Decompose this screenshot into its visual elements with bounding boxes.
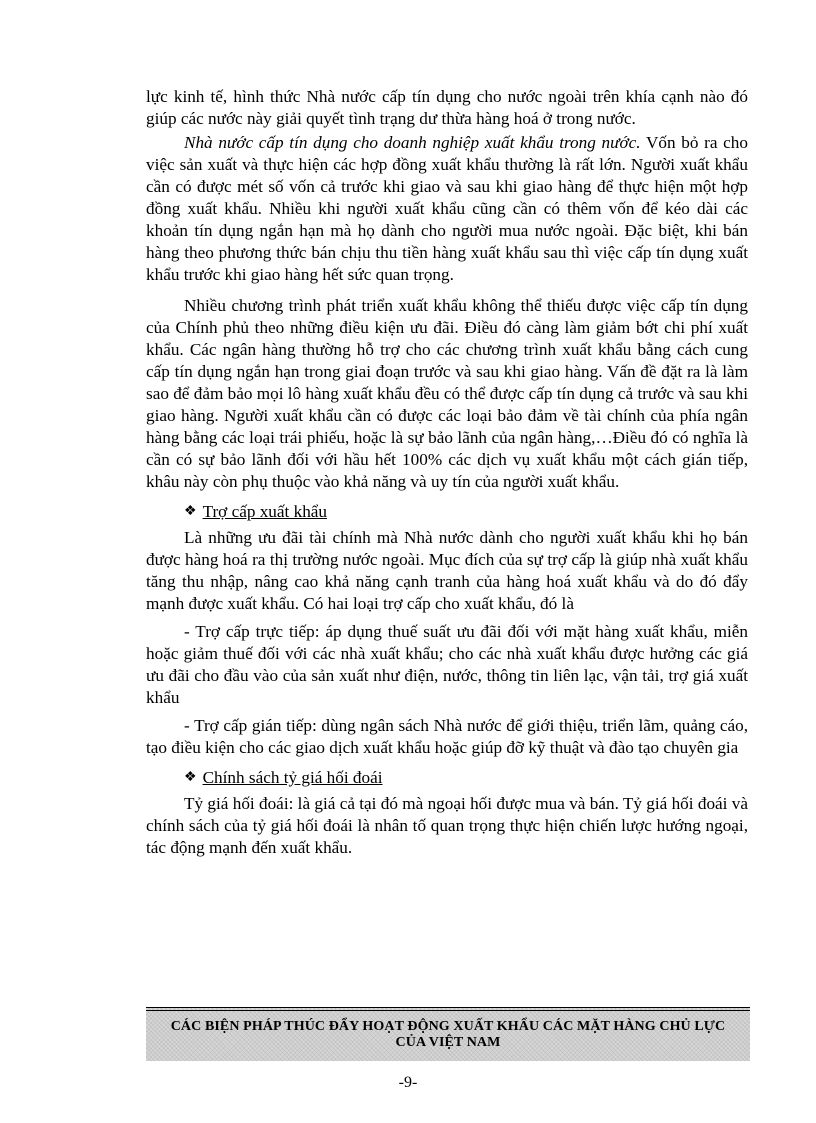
paragraph-state-credit bbox=[146, 132, 748, 286]
paragraph-direct-subsidy: - Trợ cấp trực tiếp: áp dụng thuế suất ưu đãi đối với mặt hàng xuất khẩu, miễn hoặc giảm thuế đối với các nhà xuất khẩu; cho các nhà xuất khẩu được hưởng các giá ưu đãi cho đầu vào của sản xuất như điện, nước, thông tin liên lạc, vận tải, trợ giá xuất khẩu bbox=[146, 622, 748, 707]
paragraph-lead-italic: Nhà nước cấp tín dụng cho doanh nghiệp xuất khẩu trong nước. bbox=[184, 133, 641, 152]
footer-title-line-2: CỦA VIỆT NAM bbox=[395, 1035, 501, 1050]
paragraph-indirect-subsidy: - Trợ cấp gián tiếp: dùng ngân sách Nhà nước để giới thiệu, triển lãm, quảng cáo, tạo điều kiện cho các giao dịch xuất khẩu hoặc giúp đỡ kỹ thuật và đào tạo chuyên gia bbox=[146, 716, 748, 757]
section-heading-text: Chính sách tỷ giá hối đoái bbox=[202, 768, 383, 787]
paragraph-state-credit-text: Vốn bỏ ra cho việc sản xuất và thực hiện các hợp đồng xuất khẩu thường là rất lớn. Người xuất khẩu cần có được mét số vốn cả trước khi giao và sau khi giao hàng để thực hiện một hợp đồng xuất khẩu. Nhiều khi người xuất khẩu cũng cần có thêm vốn để kéo dài các khoản tín dụng ngắn hạn mà họ dành cho người mua nước ngoài. Đặc biệt, khi bán hàng theo phương thức bán chịu thu tiền hàng xuất khẩu sau thì việc cấp tín dụng xuất khẩu trước khi giao hàng hết sức quan trọng. bbox=[146, 133, 748, 284]
paragraph-continuation: lực kinh tế, hình thức Nhà nước cấp tín dụng cho nước ngoài trên khía cạnh nào đó giúp các nước này giải quyết tình trạng dư thừa hàng hoá ở trong nước. bbox=[146, 87, 748, 128]
page-number: -9- bbox=[398, 1074, 418, 1091]
paragraph-subsidy-definition: Là những ưu đãi tài chính mà Nhà nước dành cho người xuất khẩu khi họ bán được hàng hoá ra thị trường nước ngoài. Mục đích của sự trợ cấp là giúp nhà xuất khẩu tăng thu nhập, nâng cao khả năng cạnh tranh của hàng hoá xuất khẩu và do đó đẩy mạnh được xuất khẩu. Có hai loại trợ cấp cho xuất khẩu, đó là bbox=[146, 528, 748, 613]
diamond-bullet-icon: ❖ bbox=[184, 770, 197, 785]
footer-title-line-1: CÁC BIỆN PHÁP THÚC ĐẨY HOẠT ĐỘNG XUẤT KHẨU CÁC MẶT HÀNG CHỦ LỰC bbox=[170, 1019, 726, 1034]
diamond-bullet-icon: ❖ bbox=[184, 504, 197, 519]
section-heading-export-subsidy bbox=[184, 501, 748, 523]
document-body bbox=[146, 86, 748, 859]
section-heading-text: Trợ cấp xuất khẩu bbox=[202, 502, 328, 521]
paragraph-exchange-rate-definition: Tỷ giá hối đoái: là giá cả tại đó mà ngoại hối được mua và bán. Tỷ giá hối đoái và chính sách của tỷ giá hối đoái là nhân tố quan trọng thực hiện chiến lược hướng ngoại, tác động mạnh đến xuất khẩu. bbox=[146, 794, 748, 857]
footer-banner bbox=[146, 1007, 750, 1061]
section-heading-exchange-rate bbox=[184, 767, 748, 789]
paragraph-export-programs: Nhiều chương trình phát triển xuất khẩu không thể thiếu được việc cấp tín dụng của Chính phủ theo những điều kiện ưu đãi. Điều đó càng làm giảm bớt chi phí xuất khẩu. Các ngân hàng thường hỗ trợ cho các chương trình xuất khẩu bằng cách cung cấp tín dụng ngắn hạn trong giai đoạn trước và sau khi giao hàng. Vấn đề đặt ra là làm sao để đảm bảo mọi lô hàng xuất khẩu đều có thể được cấp tín dụng cả trước và sau khi giao hàng. Người xuất khẩu cần có được các loại bảo đảm về tài chính của phía ngân hàng bằng các loại trái phiếu, hoặc là sự bảo lãnh của ngân hàng,…Điều đó có nghĩa là cần có sự bảo lãnh đối với hầu hết 100% các dịch vụ xuất khẩu một cách gián tiếp, khâu này còn phụ thuộc vào khả năng và uy tín của người xuất khẩu. bbox=[146, 296, 748, 491]
